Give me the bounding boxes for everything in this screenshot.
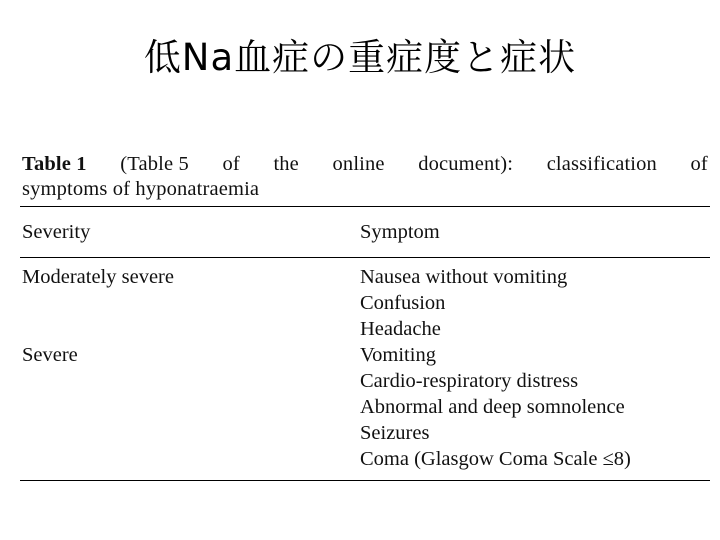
symptom-cell (360, 342, 631, 472)
table-row (22, 342, 708, 472)
table-header-row (20, 207, 710, 257)
table-body (20, 258, 710, 480)
symptom-item: Seizures (360, 422, 430, 444)
table-row (22, 264, 708, 342)
symptom-item: Nausea without vomiting (360, 266, 568, 288)
caption-word: document): (418, 153, 514, 175)
bottom-rule (20, 480, 710, 481)
table-caption (20, 152, 710, 206)
slide-title: 低Na血症の重症度と症状 (143, 36, 577, 79)
symptom-cell (360, 264, 567, 342)
caption-word: of (222, 153, 240, 175)
header-symptom: Symptom (360, 220, 440, 243)
symptom-item-coma (360, 446, 631, 472)
caption-line-2: symptoms of hyponatraemia (22, 178, 260, 200)
caption-word: of (690, 153, 708, 175)
caption-line-1 (22, 152, 708, 177)
caption-word: online (332, 153, 385, 175)
caption-word: (Table 5 (120, 153, 189, 175)
caption-label: Table 1 (22, 153, 87, 175)
caption-word: classification (546, 153, 657, 175)
symptom-item: Headache (360, 318, 441, 340)
symptom-item: Confusion (360, 292, 446, 314)
symptom-item: Cardio-respiratory distress (360, 370, 579, 392)
symptom-table (20, 152, 710, 481)
caption-word: the (273, 153, 299, 175)
coma-text: Coma (Glasgow Coma Scale (360, 448, 603, 470)
severity-cell: Severe (22, 344, 78, 366)
header-severity: Severity (22, 220, 91, 243)
symptom-item: Vomiting (360, 344, 436, 366)
severity-cell: Moderately severe (22, 266, 174, 288)
coma-threshold: ≤8) (602, 448, 631, 470)
symptom-item: Abnormal and deep somnolence (360, 396, 625, 418)
